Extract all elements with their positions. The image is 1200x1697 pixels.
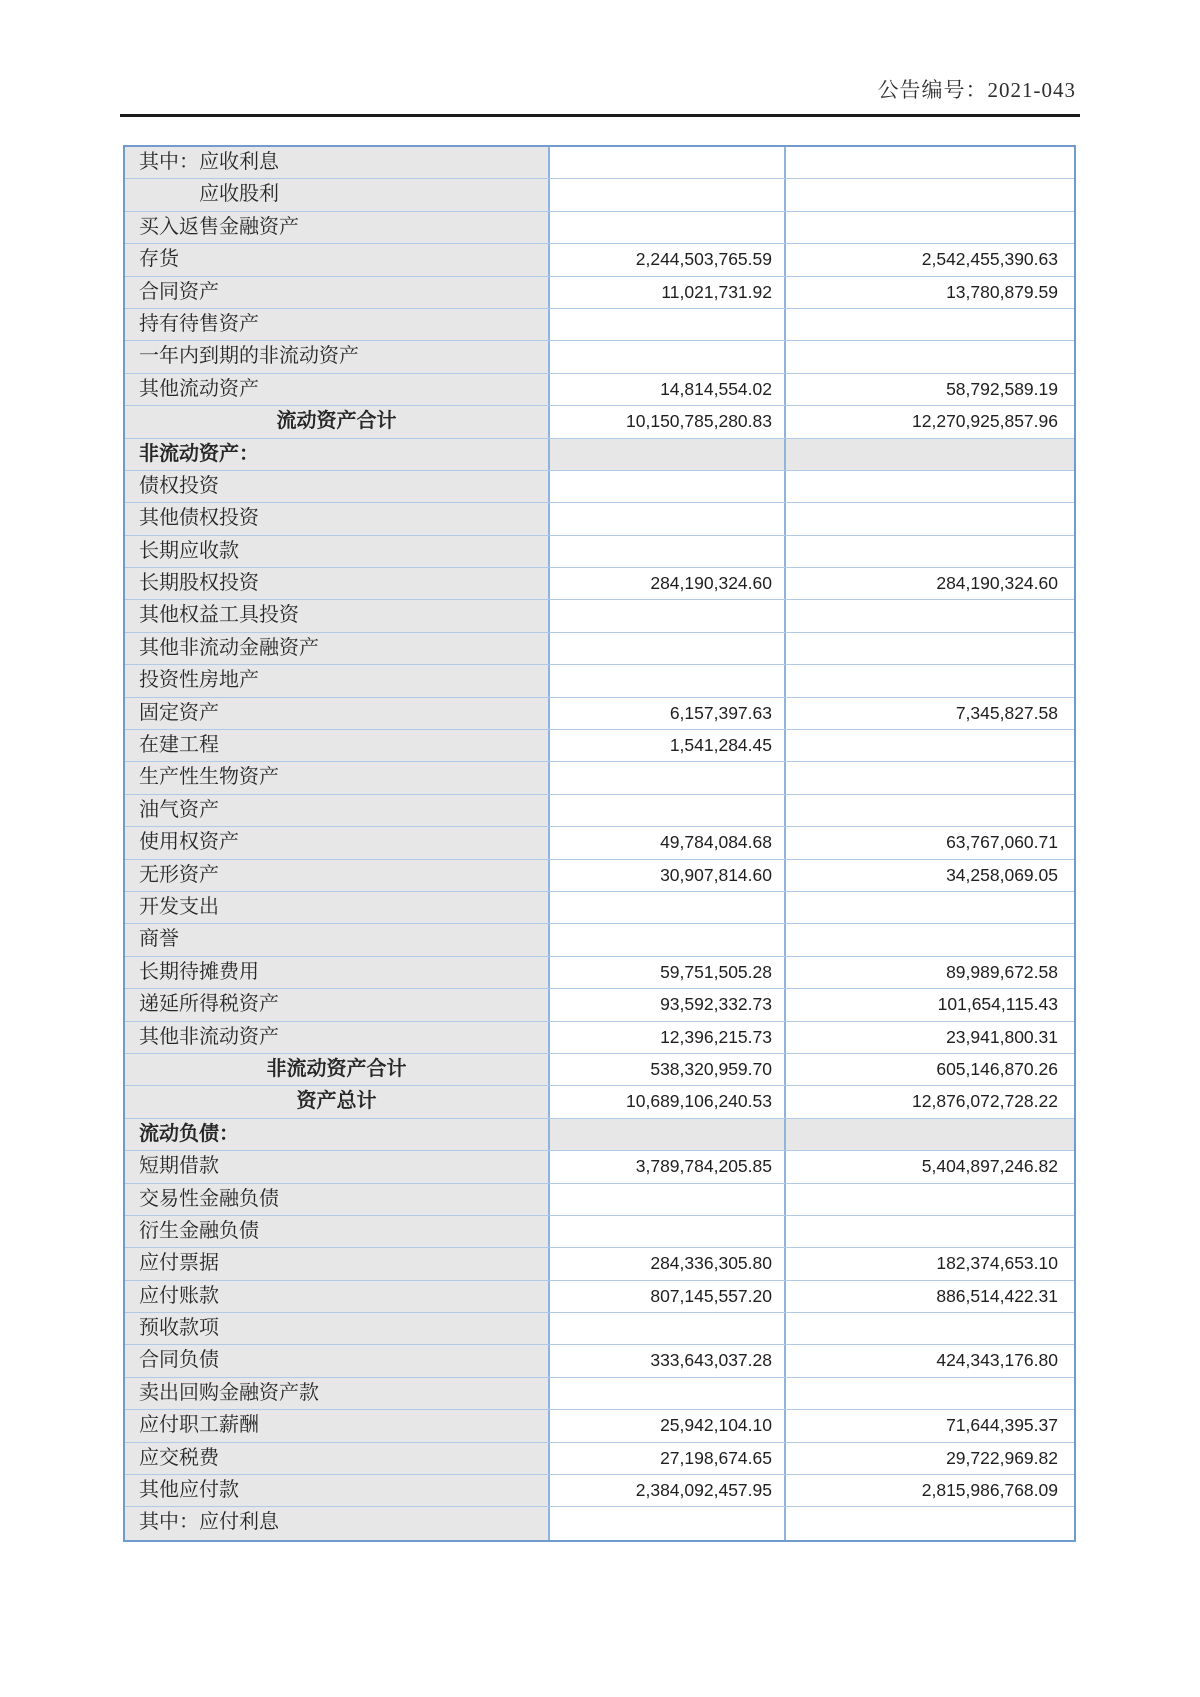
- row-label: 其他非流动资产: [125, 1022, 550, 1053]
- row-label: 长期待摊费用: [125, 957, 550, 988]
- row-value-prior-period: 12,876,072,728.22: [786, 1086, 1074, 1117]
- row-value-current-period: [550, 1184, 786, 1215]
- row-label: 预收款项: [125, 1313, 550, 1344]
- table-row: [125, 989, 1074, 1021]
- row-label: 卖出回购金融资产款: [125, 1378, 550, 1409]
- table-row: [125, 1443, 1074, 1475]
- row-value-current-period: 538,320,959.70: [550, 1054, 786, 1085]
- announcement-number: 公告编号：2021-043: [877, 78, 1076, 102]
- row-label: 投资性房地产: [125, 665, 550, 696]
- table-row: [125, 1281, 1074, 1313]
- row-value-prior-period: [786, 892, 1074, 923]
- header-divider: [120, 114, 1080, 117]
- row-value-current-period: 284,336,305.80: [550, 1248, 786, 1279]
- row-label: 固定资产: [125, 698, 550, 729]
- row-value-prior-period: 605,146,870.26: [786, 1054, 1074, 1085]
- row-label: 买入返售金融资产: [125, 212, 550, 243]
- row-label: 生产性生物资产: [125, 762, 550, 793]
- row-value-current-period: [550, 762, 786, 793]
- row-value-prior-period: [786, 503, 1074, 534]
- row-label: 无形资产: [125, 860, 550, 891]
- table-row: [125, 406, 1074, 438]
- row-value-current-period: 12,396,215.73: [550, 1022, 786, 1053]
- row-label: 存货: [125, 244, 550, 275]
- row-label: 其中：应收利息: [125, 147, 550, 178]
- table-row: [125, 698, 1074, 730]
- row-label: 商誉: [125, 924, 550, 955]
- row-value-current-period: [550, 503, 786, 534]
- table-row: [125, 827, 1074, 859]
- row-value-current-period: [550, 600, 786, 631]
- row-value-prior-period: 424,343,176.80: [786, 1345, 1074, 1376]
- row-value-current-period: [550, 633, 786, 664]
- row-value-current-period: [550, 179, 786, 210]
- row-value-current-period: 2,384,092,457.95: [550, 1475, 786, 1506]
- row-value-prior-period: [786, 147, 1074, 178]
- row-value-prior-period: 886,514,422.31: [786, 1281, 1074, 1312]
- row-value-current-period: 10,150,785,280.83: [550, 406, 786, 437]
- row-label: 合同负债: [125, 1345, 550, 1376]
- row-label: 交易性金融负债: [125, 1184, 550, 1215]
- row-value-prior-period: 182,374,653.10: [786, 1248, 1074, 1279]
- row-label: 资产总计: [125, 1086, 550, 1117]
- row-value-current-period: [550, 341, 786, 372]
- row-value-current-period: [550, 1507, 786, 1539]
- row-value-current-period: [550, 309, 786, 340]
- row-value-prior-period: 34,258,069.05: [786, 860, 1074, 891]
- table-row: [125, 860, 1074, 892]
- row-label: 其他权益工具投资: [125, 600, 550, 631]
- row-value-prior-period: [786, 1378, 1074, 1409]
- row-value-prior-period: [786, 665, 1074, 696]
- table-row: [125, 212, 1074, 244]
- table-row: [125, 1248, 1074, 1280]
- row-value-prior-period: 2,815,986,768.09: [786, 1475, 1074, 1506]
- row-label: 应付票据: [125, 1248, 550, 1279]
- row-value-prior-period: 101,654,115.43: [786, 989, 1074, 1020]
- row-value-current-period: [550, 147, 786, 178]
- row-label: 递延所得税资产: [125, 989, 550, 1020]
- table-row: [125, 730, 1074, 762]
- table-row: [125, 957, 1074, 989]
- row-label: 其中：应付利息: [125, 1507, 550, 1539]
- table-row: [125, 633, 1074, 665]
- row-value-current-period: 284,190,324.60: [550, 568, 786, 599]
- row-value-current-period: [550, 924, 786, 955]
- row-value-current-period: [550, 1119, 786, 1150]
- row-value-current-period: [550, 665, 786, 696]
- table-row: [125, 795, 1074, 827]
- row-label: 应交税费: [125, 1443, 550, 1474]
- table-row: [125, 892, 1074, 924]
- row-value-current-period: 30,907,814.60: [550, 860, 786, 891]
- table-row: [125, 1184, 1074, 1216]
- table-row: [125, 1507, 1074, 1539]
- table-row: [125, 1086, 1074, 1118]
- row-value-current-period: 11,021,731.92: [550, 277, 786, 308]
- table-row: [125, 665, 1074, 697]
- row-label: 流动资产合计: [125, 406, 550, 437]
- row-label: 开发支出: [125, 892, 550, 923]
- row-value-prior-period: [786, 536, 1074, 567]
- row-label: 流动负债：: [125, 1119, 550, 1150]
- row-value-current-period: [550, 212, 786, 243]
- row-value-prior-period: 13,780,879.59: [786, 277, 1074, 308]
- table-row: [125, 1378, 1074, 1410]
- row-value-prior-period: [786, 179, 1074, 210]
- row-value-current-period: 10,689,106,240.53: [550, 1086, 786, 1117]
- row-value-current-period: 333,643,037.28: [550, 1345, 786, 1376]
- row-label: 非流动资产合计: [125, 1054, 550, 1085]
- row-value-prior-period: [786, 471, 1074, 502]
- table-row: [125, 924, 1074, 956]
- row-label: 长期股权投资: [125, 568, 550, 599]
- row-value-current-period: 6,157,397.63: [550, 698, 786, 729]
- row-value-current-period: 59,751,505.28: [550, 957, 786, 988]
- table-row: [125, 762, 1074, 794]
- row-label: 应付职工薪酬: [125, 1410, 550, 1441]
- table-row: [125, 1313, 1074, 1345]
- row-label: 使用权资产: [125, 827, 550, 858]
- table-row: [125, 1410, 1074, 1442]
- row-value-prior-period: [786, 795, 1074, 826]
- row-value-current-period: [550, 471, 786, 502]
- table-row: [125, 439, 1074, 471]
- row-value-current-period: 93,592,332.73: [550, 989, 786, 1020]
- row-value-current-period: 3,789,784,205.85: [550, 1151, 786, 1182]
- table-row: [125, 1119, 1074, 1151]
- row-value-prior-period: [786, 439, 1074, 470]
- row-value-prior-period: [786, 309, 1074, 340]
- row-label: 衍生金融负债: [125, 1216, 550, 1247]
- table-row: [125, 1216, 1074, 1248]
- row-value-current-period: 27,198,674.65: [550, 1443, 786, 1474]
- row-label: 其他非流动金融资产: [125, 633, 550, 664]
- row-label: 一年内到期的非流动资产: [125, 341, 550, 372]
- row-value-prior-period: 29,722,969.82: [786, 1443, 1074, 1474]
- table-row: [125, 503, 1074, 535]
- row-value-prior-period: [786, 600, 1074, 631]
- table-row: [125, 536, 1074, 568]
- table-row: [125, 1151, 1074, 1183]
- row-label: 非流动资产：: [125, 439, 550, 470]
- table-row: [125, 1054, 1074, 1086]
- row-label: 在建工程: [125, 730, 550, 761]
- row-value-prior-period: 5,404,897,246.82: [786, 1151, 1074, 1182]
- row-value-prior-period: 89,989,672.58: [786, 957, 1074, 988]
- row-value-prior-period: [786, 1184, 1074, 1215]
- row-value-current-period: 14,814,554.02: [550, 374, 786, 405]
- table-row: [125, 341, 1074, 373]
- row-value-prior-period: [786, 633, 1074, 664]
- row-label: 持有待售资产: [125, 309, 550, 340]
- table-row: [125, 277, 1074, 309]
- row-value-prior-period: [786, 1313, 1074, 1344]
- table-row: [125, 179, 1074, 211]
- row-value-current-period: [550, 892, 786, 923]
- row-value-current-period: 49,784,084.68: [550, 827, 786, 858]
- row-value-prior-period: 284,190,324.60: [786, 568, 1074, 599]
- row-label: 其他债权投资: [125, 503, 550, 534]
- table-row: [125, 147, 1074, 179]
- table-row: [125, 1475, 1074, 1507]
- table-row: [125, 309, 1074, 341]
- row-value-prior-period: [786, 1119, 1074, 1150]
- row-value-current-period: 1,541,284.45: [550, 730, 786, 761]
- row-value-prior-period: [786, 730, 1074, 761]
- row-value-current-period: 2,244,503,765.59: [550, 244, 786, 275]
- row-value-prior-period: 7,345,827.58: [786, 698, 1074, 729]
- table-row: [125, 1022, 1074, 1054]
- row-label: 应收股利: [125, 179, 550, 210]
- row-value-current-period: 25,942,104.10: [550, 1410, 786, 1441]
- table-row: [125, 568, 1074, 600]
- table-row: [125, 1345, 1074, 1377]
- row-label: 合同资产: [125, 277, 550, 308]
- row-value-prior-period: 63,767,060.71: [786, 827, 1074, 858]
- row-value-prior-period: [786, 341, 1074, 372]
- row-value-prior-period: [786, 212, 1074, 243]
- row-value-prior-period: 2,542,455,390.63: [786, 244, 1074, 275]
- row-label: 其他流动资产: [125, 374, 550, 405]
- row-value-prior-period: 12,270,925,857.96: [786, 406, 1074, 437]
- row-value-prior-period: 58,792,589.19: [786, 374, 1074, 405]
- row-label: 短期借款: [125, 1151, 550, 1182]
- table-row: [125, 374, 1074, 406]
- table-row: [125, 600, 1074, 632]
- row-value-current-period: [550, 1313, 786, 1344]
- row-label: 油气资产: [125, 795, 550, 826]
- row-value-prior-period: [786, 1216, 1074, 1247]
- row-value-current-period: [550, 536, 786, 567]
- table-row: [125, 244, 1074, 276]
- row-value-current-period: [550, 1378, 786, 1409]
- row-label: 债权投资: [125, 471, 550, 502]
- row-value-prior-period: [786, 762, 1074, 793]
- row-value-prior-period: 23,941,800.31: [786, 1022, 1074, 1053]
- row-value-current-period: 807,145,557.20: [550, 1281, 786, 1312]
- balance-sheet-table: [123, 145, 1076, 1542]
- row-value-current-period: [550, 1216, 786, 1247]
- row-value-prior-period: 71,644,395.37: [786, 1410, 1074, 1441]
- row-label: 长期应收款: [125, 536, 550, 567]
- row-label: 其他应付款: [125, 1475, 550, 1506]
- row-value-current-period: [550, 439, 786, 470]
- row-value-prior-period: [786, 924, 1074, 955]
- row-value-current-period: [550, 795, 786, 826]
- row-label: 应付账款: [125, 1281, 550, 1312]
- row-value-prior-period: [786, 1507, 1074, 1539]
- table-row: [125, 471, 1074, 503]
